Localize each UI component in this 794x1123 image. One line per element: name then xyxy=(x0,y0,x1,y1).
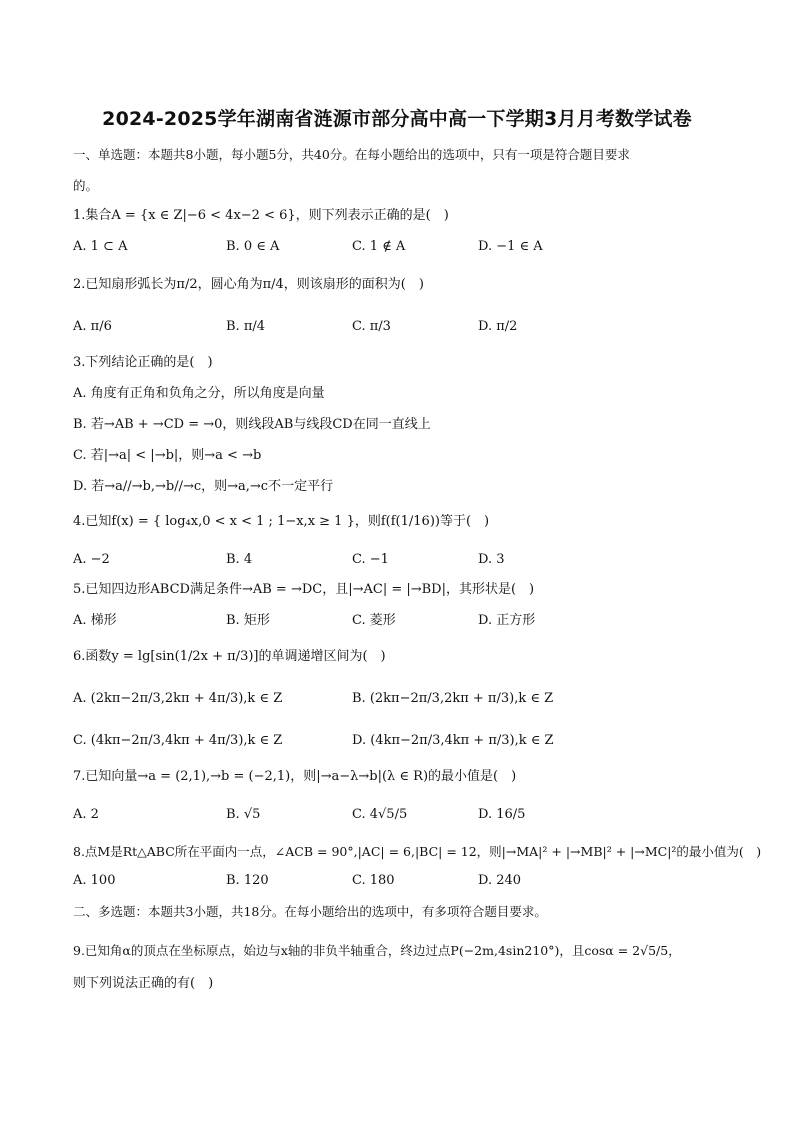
q3-option-b: B. 若→AB + →CD = →0，则线段AB与线段CD在同一直线上 xyxy=(73,417,431,432)
q4-option-b: B. 4 xyxy=(226,552,253,567)
q2-stem: 2.已知扇形弧长为π/2，圆心角为π/4，则该扇形的面积为( ) xyxy=(73,277,424,292)
q1-option-b: B. 0 ∈ A xyxy=(226,239,280,254)
q7-option-d: D. 16/5 xyxy=(478,807,526,822)
q4-option-c: C. −1 xyxy=(352,552,389,567)
q9-stem-cont: 则下列说法正确的有( ) xyxy=(73,976,214,991)
q3-option-a: A. 角度有正角和负角之分，所以角度是向量 xyxy=(73,386,325,401)
q5-stem: 5.已知四边形ABCD满足条件→AB = →DC，且|→AC| = |→BD|，其形状是( ) xyxy=(73,582,535,597)
q7-option-b: B. √5 xyxy=(226,807,261,822)
q2-option-c: C. π/3 xyxy=(352,319,391,334)
q6-option-d: D. (4kπ−2π/3,4kπ + π/3),k ∈ Z xyxy=(352,733,554,748)
q6-option-c: C. (4kπ−2π/3,4kπ + 4π/3),k ∈ Z xyxy=(73,733,283,748)
q7-option-c: C. 4√5/5 xyxy=(352,807,408,822)
q5-option-c: C. 菱形 xyxy=(352,613,396,628)
exam-title: 2024-2025学年湖南省涟源市部分高中高一下学期3月月考数学试卷 xyxy=(102,108,692,130)
q2-option-a: A. π/6 xyxy=(73,319,112,334)
q5-option-d: D. 正方形 xyxy=(478,613,536,628)
q6-stem: 6.函数y = lg[sin(1/2x + π/3)]的单调递增区间为( ) xyxy=(73,649,386,664)
q8-option-c: C. 180 xyxy=(352,873,395,888)
q1-option-d: D. −1 ∈ A xyxy=(478,239,543,254)
q7-option-a: A. 2 xyxy=(73,807,99,822)
section1-heading-cont: 的。 xyxy=(73,178,99,193)
q6-option-b: B. (2kπ−2π/3,2kπ + π/3),k ∈ Z xyxy=(352,691,554,706)
q3-option-c: C. 若|→a| < |→b|，则→a < →b xyxy=(73,448,262,463)
q4-option-a: A. −2 xyxy=(73,552,110,567)
q8-option-d: D. 240 xyxy=(478,873,522,888)
section1-heading: 一、单选题：本题共8小题，每小题5分，共40分。在每小题给出的选项中，只有一项是符合题目要求 xyxy=(73,147,630,162)
q6-option-a: A. (2kπ−2π/3,2kπ + 4π/3),k ∈ Z xyxy=(73,691,283,706)
q8-stem: 8.点M是Rt△ABC所在平面内一点，∠ACB = 90°,|AC| = 6,|BC| = 12，则|→MA|² + |→MB|² + |→MC|²的最小值为( ) xyxy=(73,844,762,859)
q4-stem: 4.已知f(x) = { log₄x,0 < x < 1 ; 1−x,x ≥ 1 }，则f(f(1/16))等于( ) xyxy=(73,514,490,529)
section2-heading: 二、多选题：本题共3小题，共18分。在每小题给出的选项中，有多项符合题目要求。 xyxy=(73,904,547,919)
q5-option-b: B. 矩形 xyxy=(226,613,270,628)
q4-option-d: D. 3 xyxy=(478,552,505,567)
q1-option-a: A. 1 ⊂ A xyxy=(73,239,128,254)
q7-stem: 7.已知向量→a = (2,1),→b = (−2,1)，则|→a−λ→b|(λ ∈ R)的最小值是( ) xyxy=(73,769,517,784)
q2-option-b: B. π/4 xyxy=(226,319,266,334)
q2-option-d: D. π/2 xyxy=(478,319,518,334)
q5-option-a: A. 梯形 xyxy=(73,613,117,628)
q3-stem: 3.下列结论正确的是( ) xyxy=(73,355,213,370)
q8-option-a: A. 100 xyxy=(73,873,116,888)
q1-stem: 1.集合A = {x ∈ Z|−6 < 4x−2 < 6}，则下列表示正确的是( ) xyxy=(73,208,449,223)
q8-option-b: B. 120 xyxy=(226,873,269,888)
q3-option-d: D. 若→a//→b,→b//→c，则→a,→c不一定平行 xyxy=(73,479,334,494)
q1-option-c: C. 1 ∉ A xyxy=(352,239,406,254)
q9-stem: 9.已知角α的顶点在坐标原点，始边与x轴的非负半轴重合，终边过点P(−2m,4sin210°)，且cosα = 2√5/5， xyxy=(73,943,681,958)
